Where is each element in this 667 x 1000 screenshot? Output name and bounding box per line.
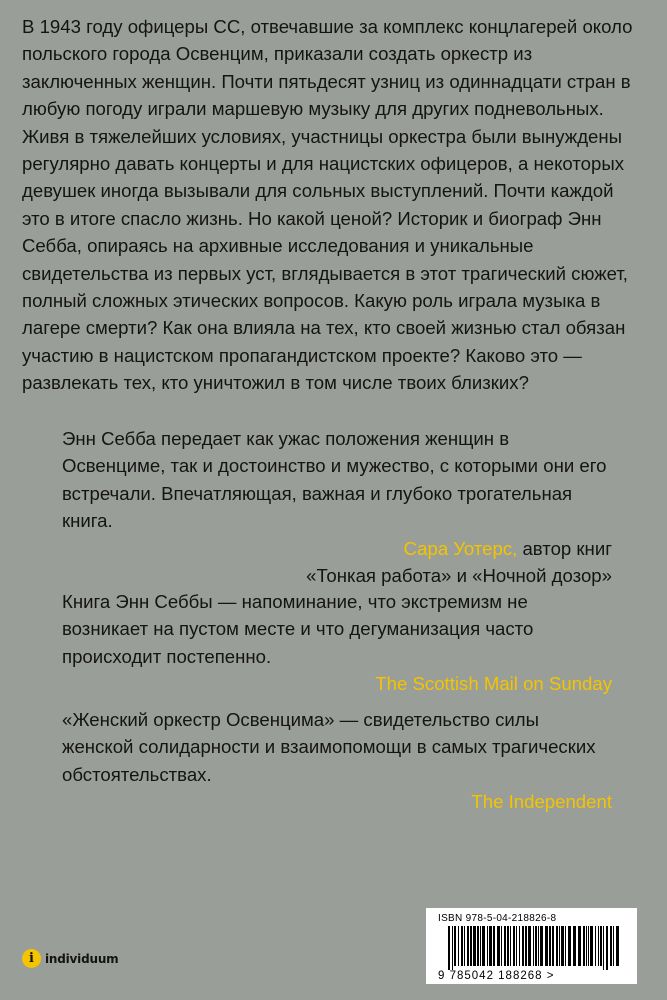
- barcode-bar: [533, 926, 534, 966]
- barcode-bar: [600, 926, 602, 966]
- barcode-bar: [480, 926, 481, 966]
- barcode-bar: [467, 926, 469, 966]
- barcode-bar: [598, 926, 599, 966]
- barcode-bar: [497, 926, 500, 966]
- barcode-bar: [552, 926, 554, 966]
- barcode-bar: [452, 926, 453, 970]
- barcode-bar: [610, 926, 612, 966]
- publisher-logo: [22, 949, 118, 968]
- barcode-bar: [603, 926, 604, 970]
- isbn-label: ISBN 978-5-04-218826-8: [438, 913, 557, 924]
- barcode-bar: [578, 926, 581, 966]
- barcode-bar: [528, 926, 531, 966]
- quote-author-works: «Тонкая работа» и «Ночной дозор»: [306, 565, 612, 587]
- barcode-bar: [477, 926, 479, 966]
- barcode-bar: [565, 926, 566, 966]
- barcode-bar: [583, 926, 585, 966]
- barcode-bar: [473, 926, 476, 966]
- barcode-bar: [522, 926, 524, 966]
- quote-text: Книга Энн Себбы — напоминание, что экстремизм не возникает на пустом месте и что дегуманизация часто происходит постепенно.: [62, 591, 534, 667]
- publisher-logo-icon: i: [22, 949, 41, 968]
- barcode-bar: [461, 926, 463, 966]
- barcode-bar: [595, 926, 596, 966]
- barcode-bar: [590, 926, 593, 966]
- barcode-bar: [556, 926, 558, 966]
- barcode-bar: [464, 926, 465, 966]
- barcode-bar: [525, 926, 527, 966]
- quote-author: Сара Уотерс,: [403, 537, 518, 559]
- review-quote-2: [62, 588, 612, 698]
- barcode-bar: [516, 926, 517, 966]
- review-quote-1: [62, 425, 612, 589]
- barcode-bar: [507, 926, 509, 966]
- barcode-bar: [489, 926, 492, 966]
- barcode-bar: [501, 926, 502, 966]
- quote-source: The Scottish Mail on Sunday: [375, 673, 612, 695]
- barcode-bar: [538, 926, 539, 966]
- barcode-bar: [549, 926, 551, 966]
- quote-attribution: [62, 535, 612, 562]
- barcode-bar: [588, 926, 589, 966]
- barcode-bar: [545, 926, 548, 966]
- barcode-bar: [493, 926, 495, 966]
- annotation-text: В 1943 году офицеры СС, отвечавшие за комплекс концлагерей около польского города Освенцим, приказали создать оркестр из заключенных женщин. Почти пятьдесят узниц из одиннадцати стран в любую погоду играли маршевую музыку для других подневольных. Живя в тяжелейших условиях, участницы оркестра были вынуждены регулярно давать концерты и для нацистских офицеров, а некоторых девушек иногда вызывали для сольных выступлений. Почти каждой это в итоге спасло жизнь. Но какой ценой? Историк и биограф Энн Себба, опираясь на архивные исследования и уникальные свидетельства из первых уст, вглядывается в этот трагический сюжет, полный сложных этических вопросов. Какую роль играла музыка в лагере смерти? Как она влияла на тех, кто своей жизнью стал обязан участию в нацистском пропагандистском проекте? Каково это — развлекать тех, кто уничтожил в том числе твоих близких?: [22, 16, 633, 394]
- barcode-digits: 9 785042 188268 >: [438, 970, 555, 982]
- barcode-bar: [573, 926, 576, 966]
- barcode-bar: [586, 926, 587, 966]
- barcode-bar: [487, 926, 488, 966]
- review-quote-3: [62, 706, 612, 816]
- barcode-bar: [568, 926, 571, 966]
- barcode-bar: [470, 926, 472, 966]
- barcode-bar: [616, 926, 619, 966]
- barcode-bar: [482, 926, 485, 966]
- isbn-barcode: [426, 908, 637, 984]
- barcode-bar: [448, 926, 450, 970]
- barcode-bar: [458, 926, 459, 966]
- barcode-bar: [519, 926, 520, 966]
- barcode-bar: [510, 926, 511, 966]
- quote-text: Энн Себба передает как ужас положения женщин в Освенциме, так и достоинство и мужество, с которыми они его встречали. Впечатляющая, важная и глубоко трогательная книга.: [62, 428, 607, 532]
- publisher-name: individuum: [45, 951, 119, 966]
- barcode-bar: [613, 926, 614, 966]
- barcode-bar: [606, 926, 608, 970]
- barcode-bar: [504, 926, 506, 966]
- barcode-bar: [540, 926, 543, 966]
- quote-text: «Женский оркестр Освенцима» — свидетельство силы женской солидарности и взаимопомощи в самых трагических обстоятельствах.: [62, 709, 596, 785]
- barcode-bar: [561, 926, 564, 966]
- barcode-bar: [454, 926, 456, 966]
- quote-author-desc: автор книг: [522, 537, 612, 559]
- barcode-bar: [513, 926, 515, 966]
- barcode-bar: [559, 926, 560, 966]
- quote-source: The Independent: [471, 791, 612, 813]
- barcode-bar: [535, 926, 537, 966]
